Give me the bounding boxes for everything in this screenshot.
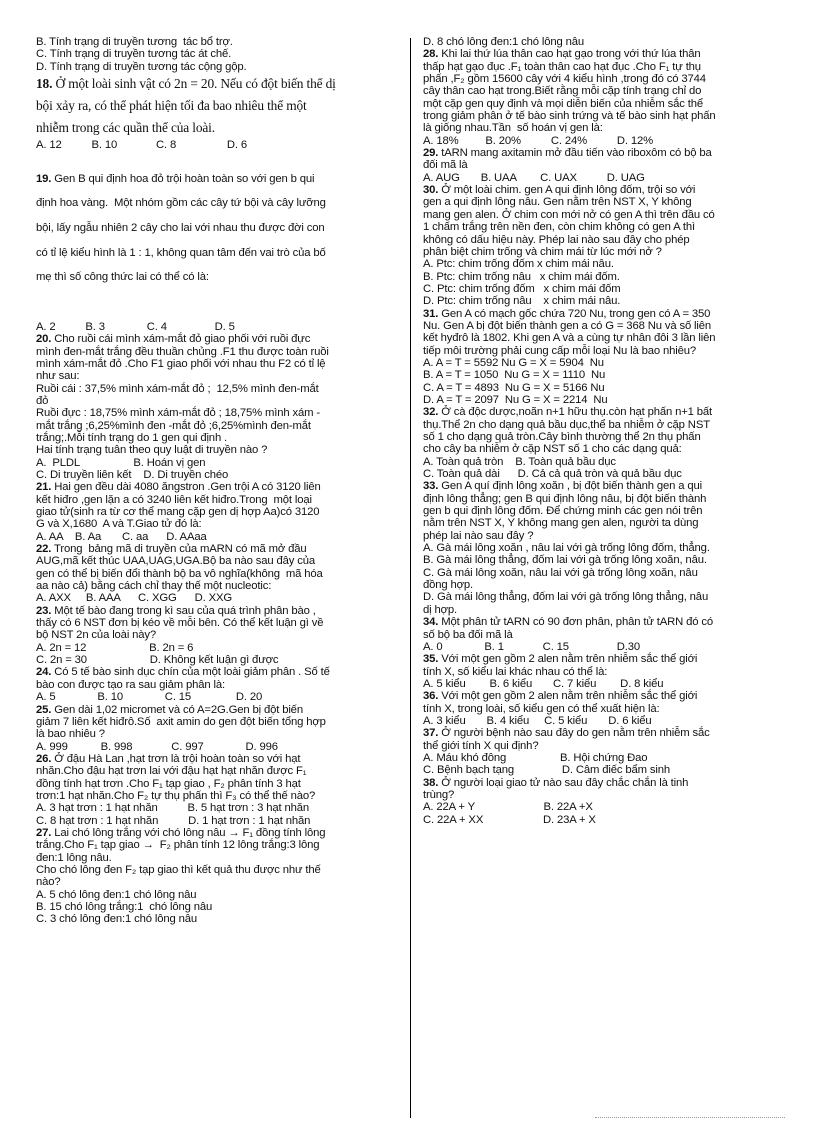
text-line: A. Toàn quả tròn B. Toàn quả bầu dục [423,455,616,468]
question-number: 26. [36,752,52,765]
text-line: Nu. Gen A bị đột biến thành gen a có G = 368 Nu và số liên [423,319,712,332]
text-line: kết hiđro ,gen lặn a có 3240 liên kết hiđro.Trong một loại [36,493,312,506]
text-line: phân biệt chim trống và chim mái từ lúc mới nở ? [423,245,662,258]
text-line: C. Ptc: chim trống đốm x chim mái đốm [423,282,621,295]
text-line: C. Gà mái lông xoăn, nâu lai với gà trống lông xoăn, nâu [423,566,698,579]
text-line: 23. Một tế bào đang trong kì sau của quá trình phân bào , [36,604,316,617]
text-line: A. 5 kiểu B. 6 kiểu C. 7 kiểu D. 8 kiểu [423,677,664,690]
text-line: 28. Khi lai thứ lúa thân cao hạt gạo trong với thứ lúa thân [423,48,701,61]
text-line: đối mã là [423,159,468,172]
text-line [36,309,418,321]
text-line: số bộ ba đối mã là [423,628,513,641]
text-line [36,284,418,296]
text-line: 26. Ở đậu Hà Lan ,hạt trơn là trội hoàn toàn so với hạt [36,752,301,765]
text-line: tính X, trong loài, số kiểu gen có thể xuất hiện là: [423,702,660,715]
text-line: bội, lấy ngẫu nhiên 2 cây cho lai với nhau thu được đời con [36,222,325,235]
text-line: đồng tính hạt trơn .Cho F₁ tạp giao , F₂ phân tính 3 hạt [36,777,301,790]
question-number: 37. [423,727,439,740]
text-line: kết hyđrô là 1802. Khi gen A và a cùng tự nhân đôi 3 lần liên [423,332,716,345]
text-line: có tỉ lệ kiểu hình là 1 : 1, không quan tâm đến vai trò của bố [36,246,326,259]
text-line: 37. Ở người bệnh nào sau đây do gen nằm trên nhiễm sắc [423,727,710,740]
text-line: trắng.Cho F₁ tạp giao → F₂ phân tính 12 lông trắng:3 lông [36,839,320,852]
text-line: B. Tính trạng di truyền tương tác bổ trợ. [36,36,233,48]
text-line: A. 3 hạt trơn : 1 hạt nhăn B. 5 hạt trơn : 3 hạt nhăn [36,802,310,815]
text-line: D. 8 chó lông đen:1 chó lông nâu [423,36,585,48]
text-line [36,160,418,172]
text-line: giao tử(sinh ra từ cơ thể mang cặp gen dị hợp Aa)có 3120 [36,506,320,518]
text-line: mình đen-mắt trắng đều thuần chủng .F1 thu được toàn ruồi [36,345,329,358]
text-line: mình xám-mắt đỏ .Cho F1 giao phối với nhau thu F2 có tỉ lệ [36,357,326,370]
text-line: Ruồi cái : 37,5% mình xám-mắt đỏ ; 12,5% mình đen-mắt [36,382,319,395]
text-line: A. 18% B. 20% C. 24% D. 12% [423,134,654,147]
text-line: Ruồi đực : 18,75% mình xám-mắt đỏ ; 18,75% mình xám - [36,407,321,420]
text-line: bộ NST 2n của loài này? [36,629,157,642]
question-number: 30. [423,184,439,197]
text-line: C. Tính trạng di truyền tương tác át chế. [36,48,232,61]
text-line [36,296,418,308]
text-line: C. A = T = 4893 Nu G = X = 5166 Nu [423,381,605,394]
question-number: 33. [423,480,439,493]
text-line: số 1 cho dạng quả tròn.Cây bình thường thể 2n thụ phấn [423,431,701,443]
left-column [36,36,418,926]
text-line: C. Bệnh bạch tạng D. Câm điếc bẩm sinh [423,764,670,777]
text-line: 36. Với một gen gồm 2 alen nằm trên nhiễm sắc thể giới [423,690,698,703]
text-line: mẹ thì số công thức lai có thể có là: [36,271,209,284]
text-line: tiếp môi trường phải cung cấp mỗi loại Nu là bao nhiêu? [423,344,696,357]
text-line: B. A = T = 1050 Nu G = X = 1110 Nu [423,369,606,382]
text-line: đỏ [36,394,49,407]
question-number: 21. [36,481,52,494]
text-line: 18. Ở một loài sinh vật có 2n = 20. Nếu có đột biến thể dị [36,76,336,92]
text-line: gen a qui định lông nâu. Gen nằm trên NST X, Y không [423,196,692,209]
question-number: 32. [423,406,439,419]
text-line: thấy có 6 NST đơn bị kéo về mỗi bên. Có thể kết luận gì về [36,617,324,630]
question-number: 22. [36,543,52,556]
question-number: 35. [423,653,439,666]
text-line: A. A = T = 5592 Nu G = X = 5904 Nu [423,356,604,369]
text-line: mang gen alen. Ở chim con mới nở có gen A thì trên đầu có [423,208,715,221]
text-line: trắng;.Mỗi tính trạng do 1 gen qui định . [36,431,228,444]
text-line: 34. Một phân tử tARN có 90 đơn phân, phân tử tARN đó có [423,616,713,629]
text-line: trong giảm phân ở tế bào sinh trứng và tế bào sinh hạt phấn [423,110,716,123]
question-number: 20. [36,333,52,346]
text-line: cho cây ba nhiễm ở cặp NST số 1 cho các dạng quả: [423,443,682,456]
text-line: C. 2n = 30 D. Không kết luận gì được [36,654,279,667]
question-number: 29. [423,147,439,160]
right-column [423,36,805,826]
question-number: 23. [36,604,52,617]
text-line: đen:1 lông nâu. [36,851,112,864]
text-line: C. 8 hạt trơn : 1 hạt nhăn D. 1 hạt trơn : 1 hạt nhăn [36,814,311,827]
text-line: A. 3 kiểu B. 4 kiểu C. 5 kiểu D. 6 kiểu [423,714,652,727]
text-line: aa nào cả) bằng cách chỉ thay thế một nucleotic: [36,580,272,593]
text-line: gen b qui định lông đốm. Để chứng minh các gen nói trên [423,505,703,518]
text-line: 31. Gen A có mạch gốc chứa 720 Nu, trong gen có A = 350 [423,307,711,320]
text-line: 1 chấm trắng trên nền đen, còn chim không có gen A thì [423,221,695,234]
text-line: A. PLDL B. Hoán vị gen [36,456,206,469]
text-line: 25. Gen dài 1,02 micromet và có A=2G.Gen bị đột biến [36,703,303,716]
text-line: một cặp gen quy định và mọi diễn biến của nhiễm sắc thể [423,97,703,110]
question-number: 18. [36,76,53,92]
text-line [36,210,418,222]
text-line: C. Di truyền liên kết D. Di truyền chéo [36,468,229,481]
text-line: phấn ,F₂ gồm 15600 cây với 4 kiểu hình ,trong đó có 3744 [423,73,706,86]
text-line [36,259,418,271]
text-line: D. Tính trạng di truyền tương tác cộng gộp. [36,60,247,73]
text-line: B. Ptc: chim trống nâu x chim mái đốm. [423,270,620,283]
text-line: C. 22A + XX D. 23A + X [423,813,596,826]
text-line: bội xảy ra, có thể phát hiện tối đa bao nhiêu thể một [36,98,307,114]
text-line: cây thân cao hạt trong.Biết rằng mỗi cặp tính trạng chỉ do [423,85,702,98]
text-line: A. Máu khó đông B. Hội chứng Đao [423,751,648,764]
text-line: đồng hợp. [423,579,474,592]
text-line: thấp hạt gạo đục .F₁ toàn thân cao hạt đục .Cho F₁ tự thụ [423,60,701,73]
text-line: 33. Gen A quí định lông xoăn , bị đột biến thành gen a qui [423,480,702,493]
text-line: D. A = T = 2097 Nu G = X = 2214 Nu [423,393,608,406]
text-line: A. 22A + Y B. 22A +X [423,801,593,814]
text-line: A. Ptc: chim trống đốm x chim mái nâu. [423,258,614,271]
text-line: AUG,mã kết thúc UAA,UAG,UGA.Bộ ba nào sau đây của [36,555,315,568]
text-line: G và X,1680 A và T.Giao tử đó là: [36,518,202,531]
footer-rule [595,1117,785,1118]
text-line: A. AA B. Aa C. aa D. AAaa [36,530,207,543]
text-line: A. 5 chó lông đen:1 chó lông nâu [36,888,197,901]
text-line: D. Ptc: chim trống nâu x chim mái nâu. [423,295,621,308]
question-number: 28. [423,48,439,61]
question-number: 36. [423,690,439,703]
text-line: thể giới tính X qui định? [423,739,539,752]
text-line: nhăn.Cho đậu hạt trơn lai với đậu hạt hạt nhăn được F₁ [36,765,307,778]
text-line: C. Toàn quả dài D. Cả cả quả tròn và quả bầu dục [423,468,682,481]
text-line: định lông thẳng; gen B qui định lông nâu, bị đột biến thành [423,492,707,505]
text-line: A. Gà mái lông xoăn , nâu lai với gà trống lông đốm, thẳng. [423,542,710,555]
question-number: 34. [423,616,439,629]
text-line [36,185,418,197]
question-number: 25. [36,703,52,716]
text-line: dị hợp. [423,603,457,616]
text-line: 27. Lai chó lông trắng với chó lông nâu → F₁ đồng tính lông [36,826,326,839]
text-line: A. 999 B. 998 C. 997 D. 996 [36,740,278,753]
text-line: B. 15 chó lông trắng:1 chó lông nâu [36,901,213,913]
text-line: không có dấu hiệu này. Phép lai nào sau đây cho phép [423,233,690,246]
text-line: định hoa vàng. Một nhóm gồm các cây tứ bội và cây lưỡng [36,197,326,210]
question-number: 27. [36,826,52,839]
text-line: D. Gà mái lông thẳng, đốm lai với gà trống lông thẳng, nâu [423,591,709,604]
text-line: 38. Ở người loại giao tử nào sau đây chắc chắn là tinh [423,776,689,789]
text-line: là giống nhau.Tần số hoán vị gen là: [423,122,603,135]
text-line: B. Gà mái lông thẳng, đốm lai với gà trống lông xoăn, nâu. [423,554,707,567]
text-line: bào con được tạo ra sau giảm phân là: [36,678,226,691]
question-number: 24. [36,666,52,679]
question-number: 31. [423,307,439,320]
text-line: A. 2 B. 3 C. 4 D. 5 [36,320,235,333]
text-line: 32. Ở cà độc dược,noãn n+1 hữu thụ.còn hạt phấn n+1 bất [423,406,713,419]
text-line: Hai tính trạng tuân theo quy luật di truyền nào ? [36,444,268,457]
text-line: tính X, số kiểu lai khác nhau có thể là: [423,665,608,678]
text-line: A. 2n = 12 B. 2n = 6 [36,641,194,654]
text-line: nằm trên NST X, Y không mang gen alen, người ta dùng [423,517,699,530]
text-line: nhiễm trong các quần thể của loài. [36,120,215,136]
text-line: 29. tARN mang axitamin mở đầu tiến vào riboxôm có bộ ba [423,147,712,160]
text-line: mắt trắng ;6,25%mình đen -mắt đỏ ;6,25%mình đen-mắt [36,419,311,432]
text-line: A. AXX B. AAA C. XGG D. XXG [36,592,233,605]
text-line: 24. Có 5 tế bào sinh dục chín của một loài giảm phân . Số tế [36,666,330,679]
text-line: như sau: [36,370,80,383]
column-divider [410,38,411,1118]
text-line: phép lai nào sau đây ? [423,529,534,542]
text-line: gen có thể bị biến đổi thành bộ ba vô nghĩa(không mã hóa [36,567,323,580]
text-line: thụ.Thể 2n cho dạng quả bầu dục,thể ba nhiễm ở cặp NST [423,418,710,431]
text-line: Cho chó lông đen F₂ tạp giao thì kết quả thu được như thế [36,863,321,876]
text-line: C. 3 chó lông đen:1 chó lông nâu [36,913,198,926]
text-line: A. 5 B. 10 C. 15 D. 20 [36,691,263,704]
text-line: 22. Trong bảng mã di truyền của mARN có mã mở đầu [36,543,307,556]
text-line: A. 12 B. 10 C. 8 D. 6 [36,139,248,152]
text-line: giảm 7 liên kết hiđrô.Số axit amin do gen đột biến tổng hợp [36,715,326,728]
text-line: 19. Gen B qui định hoa đỏ trội hoàn toàn so với gen b qui [36,172,315,185]
text-line: 35. Với một gen gồm 2 alen nằm trên nhiễm sắc thể giới [423,653,698,666]
text-line: trơn:1 hạt nhăn.Cho F₂ tự thụ phấn thì F₃ có thể thế nào? [36,789,316,802]
text-line: 20. Cho ruồi cái mình xám-mắt đỏ giao phối với ruồi đực [36,333,311,346]
text-line: 21. Hai gen đều dài 4080 ăngstron .Gen trội A có 3120 liên [36,481,321,494]
text-line: A. 0 B. 1 C. 15 D.30 [423,640,641,653]
question-number: 38. [423,776,439,789]
text-line: là bao nhiêu ? [36,728,105,741]
text-line [36,234,418,246]
question-number: 19. [36,172,52,185]
text-line: trùng? [423,788,455,801]
text-line: 30. Ở một loài chim. gen A qui định lông đốm, trội so với [423,184,696,197]
text-line: A. AUG B. UAA C. UAX D. UAG [423,171,645,184]
text-line: nào? [36,876,61,889]
